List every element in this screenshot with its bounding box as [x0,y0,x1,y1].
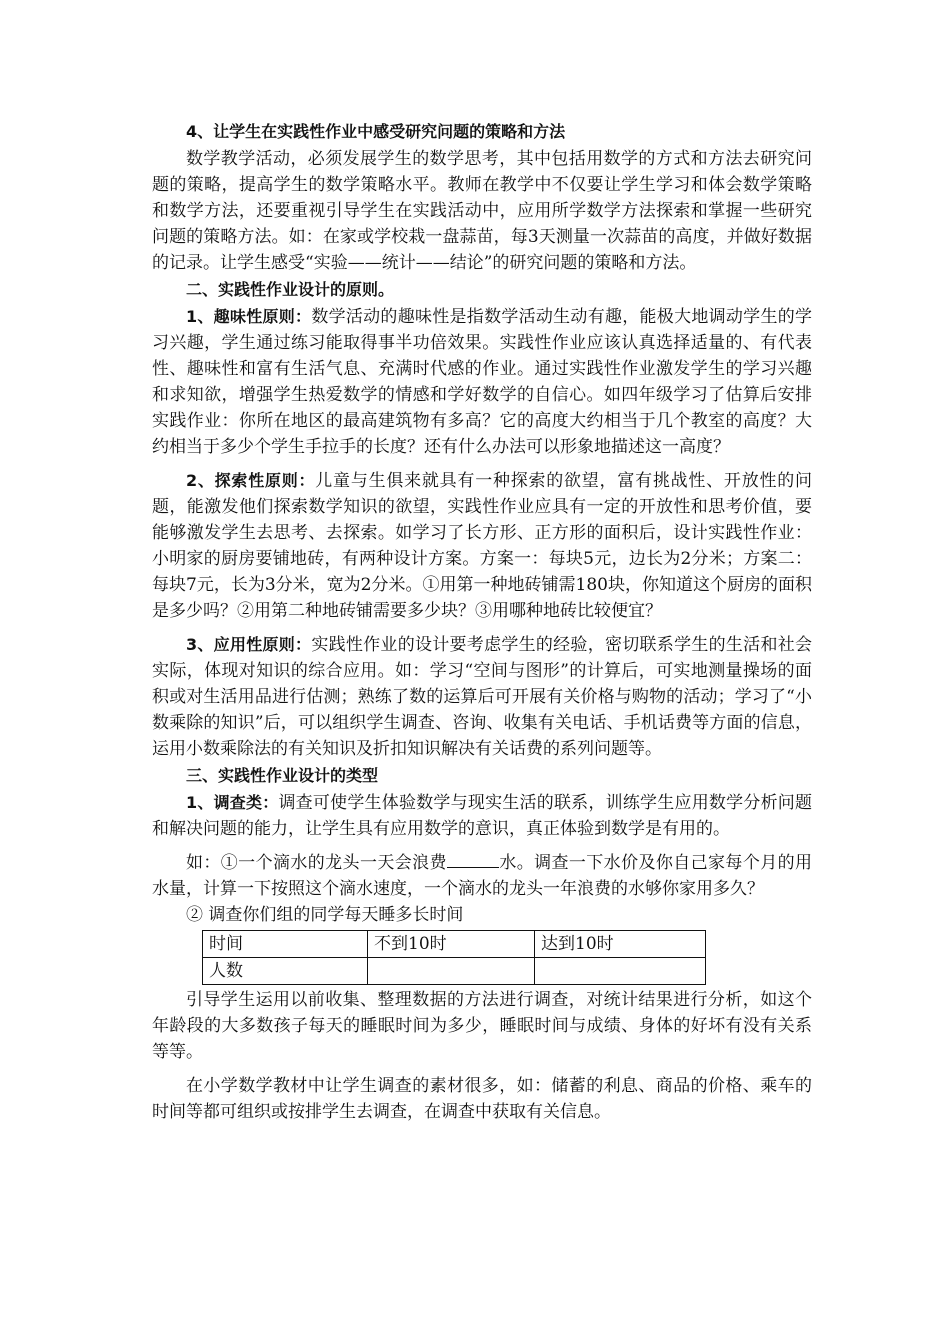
table-cell: 达到10时 [535,931,706,958]
paragraph-apply [152,632,812,762]
section-heading-principles: 二、实践性作业设计的原则。 [186,280,395,299]
paragraph-strategy: 数学教学活动，必须发展学生的数学思考，其中包括用数学的方式和方法去研究问题的策略，提高学生的数学策略水平。教师在教学中不仅要让学生学习和体会数学策略和数学方法，还要重视引导学生在实践活动中，应用所学数学方法探索和掌握一些研究问题的策略方法。如：在家或学校栽一盘蒜苗，每3天测量一次蒜苗的高度，并做好数据的记录。让学生感受“实验——统计——结论”的研究问题的策略和方法。 [152,149,812,273]
paragraph-example-1 [152,850,812,902]
table-header-row [203,931,706,958]
example-1-start: 如：①一个滴水的龙头一天会浪费 [186,853,447,873]
table-cell: 不到10时 [368,931,535,958]
table-cell [368,958,535,985]
table-row [203,958,706,985]
section-heading-types: 三、实践性作业设计的类型 [186,766,379,785]
paragraph-example-2: ② 调查你们组的同学每天睡多长时间 [186,905,464,925]
paragraph-guide: 引导学生运用以前收集、整理数据的方法进行调查，对统计结果进行分析，如这个年龄段的大多数孩子每天的睡眠时间为多少，睡眠时间与成绩、身体的好坏有没有关系等等。 [152,990,812,1062]
table-cell: 时间 [203,931,368,958]
paragraph-survey [152,790,812,842]
label-survey: 1、调查类： [186,793,279,812]
table-cell [535,958,706,985]
example-1-end: 水。调查一下水价及你自己家每个月的用水量，计算一下按照这个滴水速度，一个滴水的龙头一年浪费的水够你家用多久？ [152,853,813,899]
text-interest: 数学活动的趣味性是指数学活动生动有趣，能极大地调动学生的学习兴趣，学生通过练习能取得事半功倍效果。实践性作业应该认真选择适量的、有代表性、趣味性和富有生活气息、充满时代感的作业。通过实践性作业激发学生的学习兴趣和求知欲，增强学生热爱数学的情感和学好数学的自信心。如四年级学习了估算后安排实践作业：你所在地区的最高建筑物有多高？它的高度大约相当于几个教室的高度？大约相当于多少个学生手拉手的长度？还有什么办法可以形象地描述这一高度？ [152,307,812,457]
label-explore: 2、探索性原则： [186,471,316,490]
text-explore: 儿童与生俱来就具有一种探索的欲望，富有挑战性、开放性的问题，能激发他们探索数学知识的欲望，实践性作业应具有一定的开放性和思考价值，要能够激发学生去思考、去探索。如学习了长方形、正方形的面积后，设计实践性作业：小明家的厨房要铺地砖，有两种设计方案。方案一：每块5元，边长为2分米；方案二：每块7元，长为3分米，宽为2分米。①用第一种地砖铺需180块，你知道这个厨房的面积是多少吗？②用第二种地砖铺需要多少块？③用哪种地砖比较便宜？ [152,471,813,621]
paragraph-explore [152,468,812,624]
paragraph-last: 在小学数学教材中让学生调查的素材很多，如：储蓄的利息、商品的价格、乘车的时间等都可组织或按排学生去调查，在调查中获取有关信息。 [152,1076,812,1122]
paragraph-interest [152,304,812,460]
text-apply: 实践性作业的设计要考虑学生的经验，密切联系学生的生活和社会实际，体现对知识的综合应用。如：学习“空间与图形”的计算后，可实地测量操场的面积或对生活用品进行估测；熟练了数的运算后可开展有关价格与购物的活动；学习了“小数乘除的知识”后，可以组织学生调查、咨询、收集有关电话、手机话费等方面的信息，运用小数乘除法的有关知识及折扣知识解决有关话费的系列问题等。 [152,635,812,759]
label-interest: 1、趣味性原则： [186,307,312,326]
document-page [152,118,812,1125]
section-heading-4: 4、让学生在实践性作业中感受研究问题的策略和方法 [186,122,566,141]
table-cell: 人数 [203,958,368,985]
text-survey: 调查可使学生体验数学与现实生活的联系，训练学生应用数学分析问题和解决问题的能力，让学生具有应用数学的意识，真正体验到数学是有用的。 [152,793,813,839]
sleep-survey-table [202,930,706,985]
label-apply: 3、应用性原则： [186,635,312,654]
fill-in-blank [447,850,499,868]
